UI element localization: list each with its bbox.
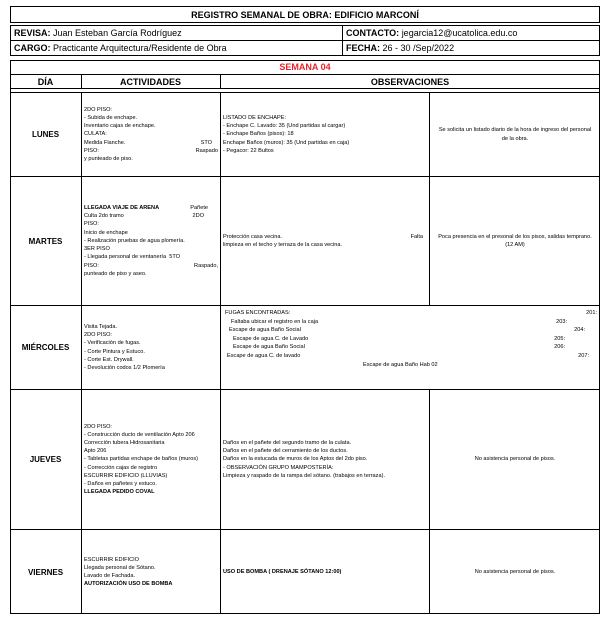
observation-line: Escape de agua C. de Lavado 205: — [233, 335, 565, 342]
activity-line: 3ER PISO — [84, 246, 110, 253]
fecha-label: FECHA: — [346, 43, 380, 53]
observation-line: Limpieza y raspado de la rampa del sótano. (trabajos en terraza). — [223, 472, 385, 479]
cargo-value: Practicante Arquitectura/Residente de Obra — [53, 43, 227, 53]
activity-line: Medida Flanche. STO — [84, 139, 212, 146]
observation-line: USO DE BOMBA ( DRENAJE SÓTANO 12:00) — [223, 568, 342, 575]
revisa-value: Juan Esteban García Rodríguez — [53, 28, 182, 38]
observations-miercoles — [221, 308, 599, 388]
activity-line: ESCURRIR EDIFICIO — [84, 556, 140, 563]
day-miercoles: MIÉRCOLES — [21, 343, 70, 352]
cargo-field — [10, 40, 343, 56]
activity-line: Inventario cajas de enchape. — [84, 123, 156, 130]
day-jueves: JUEVES — [29, 455, 62, 464]
activity-line: - Verificación de fugas. — [84, 340, 141, 347]
observation-line: Faltaba ubicar el registro en la caja 203: — [231, 318, 567, 325]
observation-line: Escape de agua Baño Hab 02 — [363, 361, 438, 368]
observation-line: Protección casa vecina. Falta — [223, 233, 423, 240]
observation-line: - OBSERVACIÓN GRUPO MAMPOSTERÍA: — [223, 464, 334, 471]
activity-line: y punteado de piso. — [84, 156, 133, 162]
fecha-value: 26 - 30 /Sep/2022 — [382, 43, 455, 53]
note-viernes: No asistencia personal de pisos. — [474, 568, 556, 575]
day-viernes: VIERNES — [27, 567, 64, 577]
activity-line: Culta 2do tramo 2DO — [84, 213, 204, 220]
activity-line: - Corte Pintura y Estuco. — [84, 348, 145, 355]
activity-line: PISO: Raspado, — [84, 262, 218, 269]
activity-line: - Corte Est. Drywall. — [84, 356, 134, 363]
activity-line: Visita Tejada. — [84, 323, 118, 330]
activity-line: Inicio de enchape — [84, 229, 128, 236]
column-header-actividades: ACTIVIDADES — [119, 76, 181, 87]
activity-line: - Llegada personal de ventanería 5TO — [84, 254, 180, 261]
activity-line: PISO: — [84, 221, 99, 228]
divider — [220, 74, 221, 89]
observation-line: Daños en la estucada de muros de los Aptos del 2do piso. — [223, 456, 368, 463]
observation-line: - Pegacor: 22 Bultos — [223, 147, 274, 154]
observations-viernes — [221, 530, 429, 614]
activity-line: Apto 206 — [84, 448, 107, 455]
activity-line: 2DO PISO: — [84, 332, 112, 339]
activity-line: punteado de piso y aseo. — [84, 270, 147, 277]
activity-line: - Subida de enchape. — [84, 114, 138, 121]
column-header-observaciones: OBSERVACIONES — [370, 76, 450, 87]
activity-line: - Devolución codos 1/2 Plomería — [84, 364, 165, 371]
activity-line: - Realización pruebas de agua plomería. — [84, 237, 185, 244]
revisa-field — [10, 25, 343, 41]
activity-line: CULATA: — [84, 131, 107, 138]
note-lunes: Se solicita un listado diario de la hora de ingreso del personal de la obra. — [438, 127, 592, 142]
column-header-dia: DÍA — [37, 76, 54, 87]
contacto-label: CONTACTO: — [346, 28, 400, 38]
observation-line: LISTADO DE ENCHAPE: — [223, 114, 286, 121]
activity-line: 2DO PISO: — [84, 423, 112, 430]
activity-line: - Corrección cajas de registro — [84, 464, 158, 471]
observation-line: FUGAS ENCONTRADAS: 201: — [225, 310, 597, 316]
observation-line: limpieza en el techo y terraza de la casa vecina. — [223, 242, 343, 248]
activities-martes — [82, 177, 220, 305]
activities-miercoles — [82, 306, 220, 389]
document-title: REGISTRO SEMANAL DE OBRA: EDIFICIO MARCONÍ — [10, 6, 600, 23]
note-jueves: No asistencia personal de pisos. — [474, 456, 556, 463]
divider — [10, 88, 600, 89]
observation-line: Escape de agua Baño Social 204: — [229, 327, 585, 334]
activity-line: AUTORIZACIÓN USO DE BOMBA — [84, 581, 173, 588]
note-martes: Poca presencia en el presonal de los pisos, salidas temprano. (12 AM) — [438, 233, 592, 248]
activity-line: - Construcción ducto de ventilación Apto 206 — [84, 431, 195, 438]
observations-jueves — [221, 390, 429, 529]
activities-jueves — [82, 390, 220, 529]
activity-line: LLEGADA VIAJE DE ARENA Pañete — [84, 205, 208, 212]
observation-line: - Enchape Baños (pisos): 18 — [223, 131, 294, 138]
contacto-field — [342, 25, 600, 41]
day-lunes: LUNES — [31, 130, 60, 139]
activity-line: Corrección tubera Hidrosanitaria — [84, 439, 165, 446]
activity-line: Lavado de Fachada. — [84, 573, 136, 579]
observation-line: - Enchape C. Lavado: 35 (Und partidas al cargar) — [223, 123, 346, 130]
week-label: SEMANA 04 — [279, 62, 331, 72]
revisa-label: REVISA: — [14, 28, 51, 38]
activities-lunes — [82, 93, 220, 176]
activity-line: Llegada personal de Sótano. — [84, 564, 156, 571]
day-martes: MARTES — [28, 236, 63, 246]
contacto-value: jegarcia12@ucatolica.edu.co — [401, 28, 518, 38]
observation-line: Daños en el pañete del segundo tramo de la culata. — [223, 439, 352, 446]
activity-line: ESCURRIR EDIFICIO (LLUVIAS) — [84, 472, 168, 479]
activities-viernes — [82, 530, 220, 614]
observation-line: Escape de agua C. de lavado 207: — [227, 352, 589, 359]
activity-line: - Daños en pañetes y estuco. — [84, 481, 157, 487]
observations-lunes — [221, 93, 429, 176]
activity-line: 2DO PISO: — [84, 106, 112, 113]
activity-line: PISO: Raspado — [84, 147, 218, 154]
activity-line: - Tabletas partidas enchape de baños (muros) — [84, 456, 199, 463]
observation-line: Escape de agua Baño Social 206: — [233, 344, 565, 351]
cargo-label: CARGO: — [14, 43, 51, 53]
observations-martes — [221, 177, 429, 305]
fecha-field — [342, 40, 600, 56]
divider — [81, 74, 82, 89]
observation-line: Enchape Baños (muros): 35 (Und partidas en caja) — [223, 139, 350, 146]
activity-line: LLEGADA PEDIDO COVAL — [84, 489, 155, 496]
observation-line: Daños en el pañete del cerramiento de los ductos. — [223, 448, 348, 455]
